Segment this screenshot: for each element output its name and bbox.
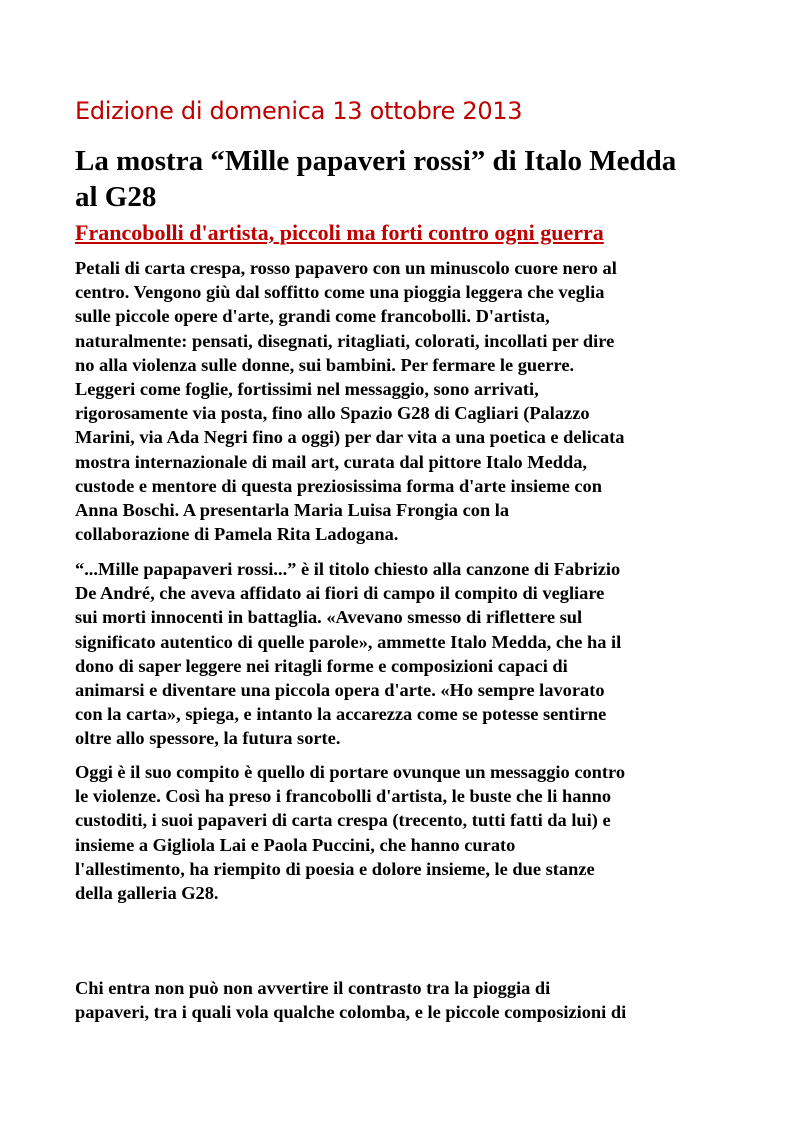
- paragraph-line: Oggi è il suo compito è quello di portare ovunque un messaggio contro: [75, 762, 626, 782]
- paragraph-line: papaveri, tra i quali vola qualche colomba, e le piccole composizioni di: [75, 1002, 627, 1023]
- paragraph-line: sui morti innocenti in battaglia. «Avevano smesso di riflettere sul: [75, 607, 583, 628]
- paragraph-line: collaborazione di Pamela Rita Ladogana.: [75, 524, 399, 545]
- paragraph-line: custoditi, i suoi papaveri di carta crespa (trecento, tutti fatti da lui) e: [75, 810, 611, 831]
- paragraph-line: centro. Vengono giù dal soffitto come una pioggia leggera che veglia: [75, 282, 605, 303]
- paragraph-line: l'allestimento, ha riempito di poesia e dolore insieme, le due stanze: [75, 858, 595, 879]
- paragraph: [75, 256, 624, 546]
- paragraph-line: rigorosamente via posta, fino allo Spazio G28 di Cagliari (Palazzo: [75, 403, 590, 424]
- paragraph: [75, 557, 621, 751]
- paragraph-line: custode e mentore di questa preziosissima forma d'arte insieme con: [75, 475, 602, 496]
- paragraph-line: dono di saper leggere nei ritagli forme e composizioni capaci di: [75, 655, 568, 676]
- article-subtitle: Francobolli d'artista, piccoli ma forti contro ogni guerra: [75, 220, 604, 245]
- paragraph-line: Marini, via Ada Negri fino a oggi) per dar vita a una poetica e delicata: [75, 427, 625, 448]
- paragraph: [75, 760, 625, 905]
- paragraph-line: mostra internazionale di mail art, curata dal pittore Italo Medda,: [75, 451, 587, 472]
- paragraph-line: animarsi e diventare una piccola opera d'arte. «Ho sempre lavorato: [75, 680, 605, 701]
- paragraph-line: significato autentico di quelle parole», ammette Italo Medda, che ha il: [75, 631, 622, 652]
- paragraph-line: con la carta», spiega, e intanto la accarezza come se potesse sentirne: [75, 704, 607, 725]
- paragraph-line: Anna Boschi. A presentarla Maria Luisa Frongia con la: [75, 500, 510, 521]
- paragraph-line: sulle piccole opere d'arte, grandi come francobolli. D'artista,: [75, 306, 550, 327]
- paragraph-line: Leggeri come foglie, fortissimi nel messaggio, sono arrivati,: [75, 379, 539, 400]
- paragraph-line: De André, che aveva affidato ai fiori di campo il compito di vegliare: [75, 583, 605, 604]
- paragraph-line: Petali di carta crespa, rosso papavero con un minuscolo cuore nero al: [75, 258, 617, 278]
- paragraph: [75, 976, 626, 1024]
- paragraph-line: no alla violenza sulle donne, sui bambini. Per fermare le guerre.: [75, 354, 575, 375]
- paragraph-line: Chi entra non può non avvertire il contrasto tra la pioggia di: [75, 978, 551, 998]
- paragraph-line: naturalmente: pensati, disegnati, ritagliati, colorati, incollati per dire: [75, 330, 615, 351]
- paragraph-line: oltre allo spessore, la futura sorte.: [75, 728, 341, 749]
- paragraph-line: “...Mille papapaveri rossi...” è il titolo chiesto alla canzone di Fabrizio: [75, 559, 621, 579]
- edition-date: Edizione di domenica 13 ottobre 2013: [75, 97, 523, 125]
- paragraph-line: le violenze. Così ha preso i francobolli d'artista, le buste che li hanno: [75, 786, 612, 807]
- article-headline: La mostra “Mille papaveri rossi” di Italo Medda al G28: [75, 145, 677, 213]
- paragraph-line: della galleria G28.: [75, 883, 219, 904]
- paragraph-line: insieme a Gigliola Lai e Paola Puccini, che hanno curato: [75, 834, 516, 855]
